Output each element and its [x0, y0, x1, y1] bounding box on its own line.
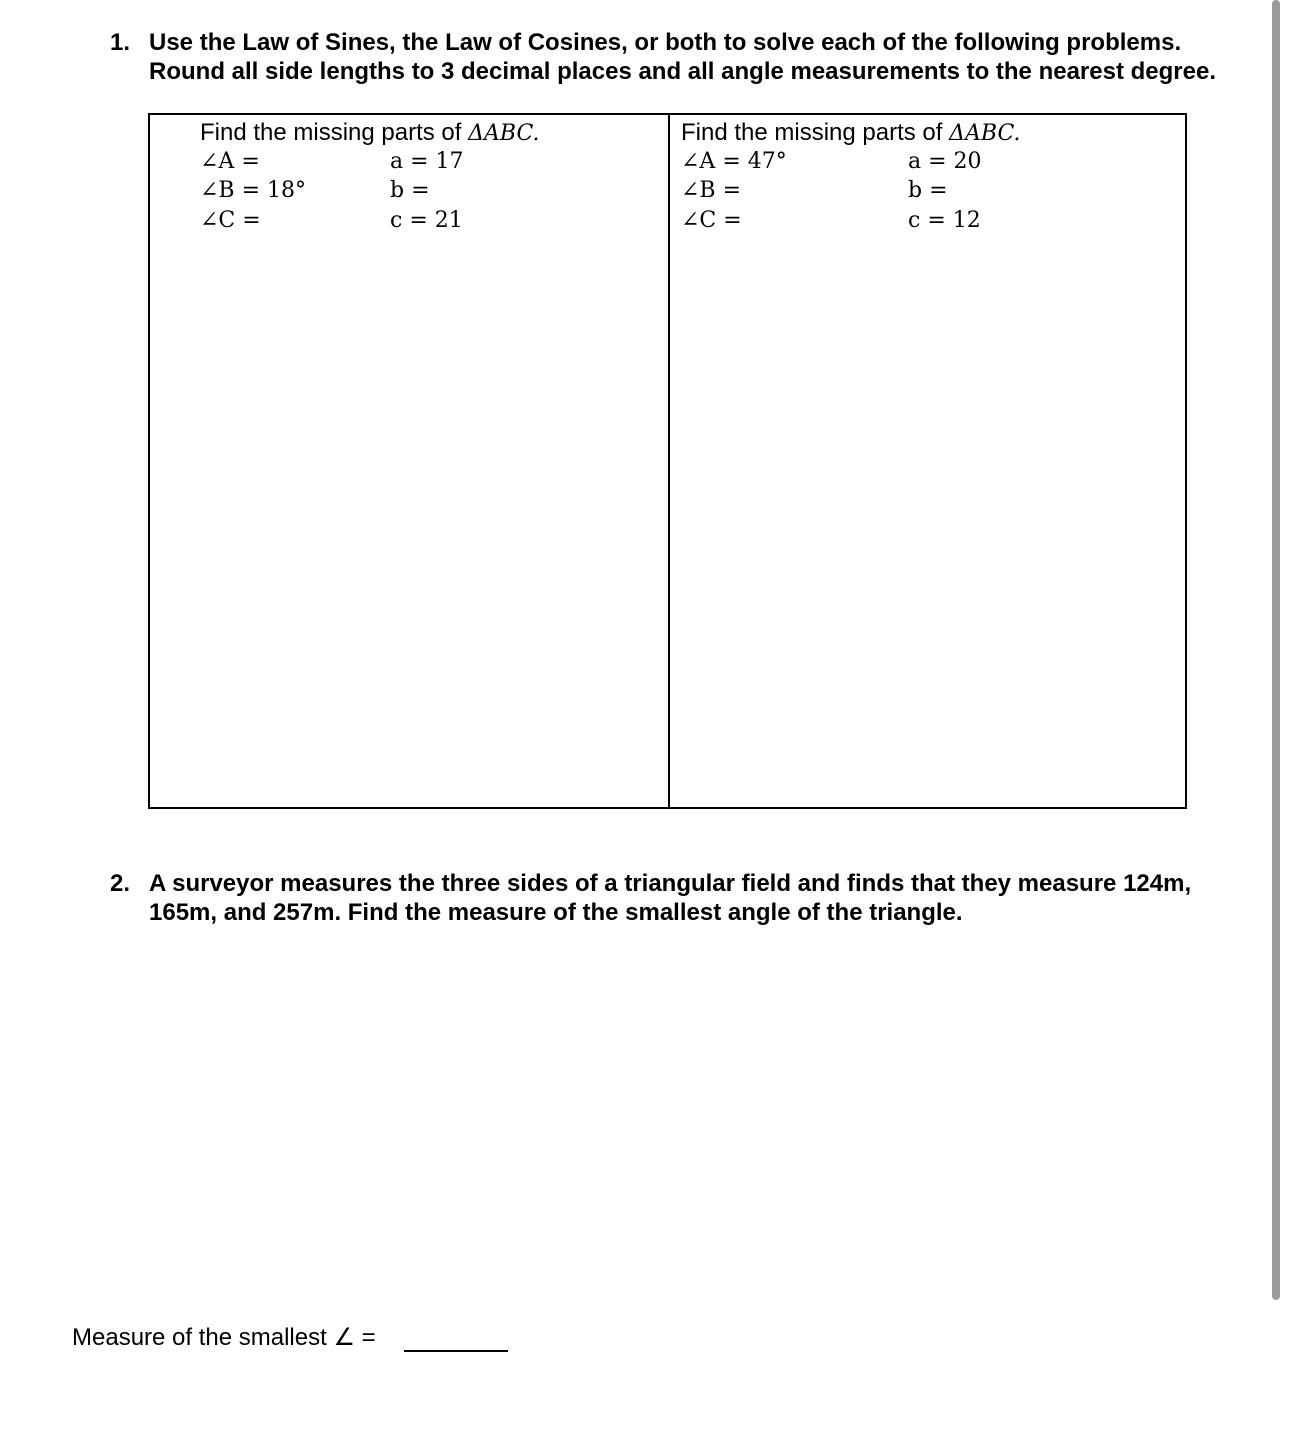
- problem-2-title-text: Find the missing parts of: [681, 119, 950, 146]
- problem-1-title-text: Find the missing parts of: [200, 119, 469, 146]
- problem-2-title: [681, 118, 1021, 149]
- answer-label: Measure of the smallest ∠ =: [72, 1324, 376, 1351]
- scrollbar[interactable]: [1272, 0, 1280, 1300]
- problem-cell-2[interactable]: [670, 115, 1185, 807]
- problem-2-angle-a: ∠A = 47°: [681, 149, 787, 174]
- problem-2-side-a: a = 20: [908, 149, 982, 174]
- problem-2-angle-c: ∠C =: [681, 208, 742, 233]
- problem-1-triangle: ΔABC.: [468, 121, 540, 146]
- problem-2-side-b: b =: [908, 178, 948, 203]
- question-1-number: 1.: [110, 29, 131, 56]
- problem-2-side-c: c = 12: [908, 208, 981, 233]
- problem-1-title: [200, 118, 540, 149]
- problem-1-angle-c: ∠C =: [200, 208, 261, 233]
- problem-1-angle-a: ∠A =: [200, 149, 260, 174]
- problem-1-angle-b: ∠B = 18°: [200, 178, 307, 203]
- question-2-number: 2.: [110, 870, 131, 897]
- problem-table: [148, 113, 1187, 809]
- problem-1-side-a: a = 17: [390, 149, 464, 174]
- problem-1-side-b: b =: [390, 178, 430, 203]
- problem-cell-1[interactable]: [150, 115, 670, 807]
- answer-blank[interactable]: [404, 1350, 508, 1352]
- problem-2-triangle: ΔABC.: [949, 121, 1021, 146]
- problem-2-angle-b: ∠B =: [681, 178, 742, 203]
- question-1-text: Use the Law of Sines, the Law of Cosines, or both to solve each of the following problems. Round all side lengths to 3 decimal places and all angle measurements to the nearest degree.: [149, 29, 1216, 85]
- question-2-text: A surveyor measures the three sides of a triangular field and finds that they measure 124m, 165m, and 257m. Find the measure of the smallest angle of the triangle.: [149, 870, 1192, 926]
- problem-1-side-c: c = 21: [390, 208, 463, 233]
